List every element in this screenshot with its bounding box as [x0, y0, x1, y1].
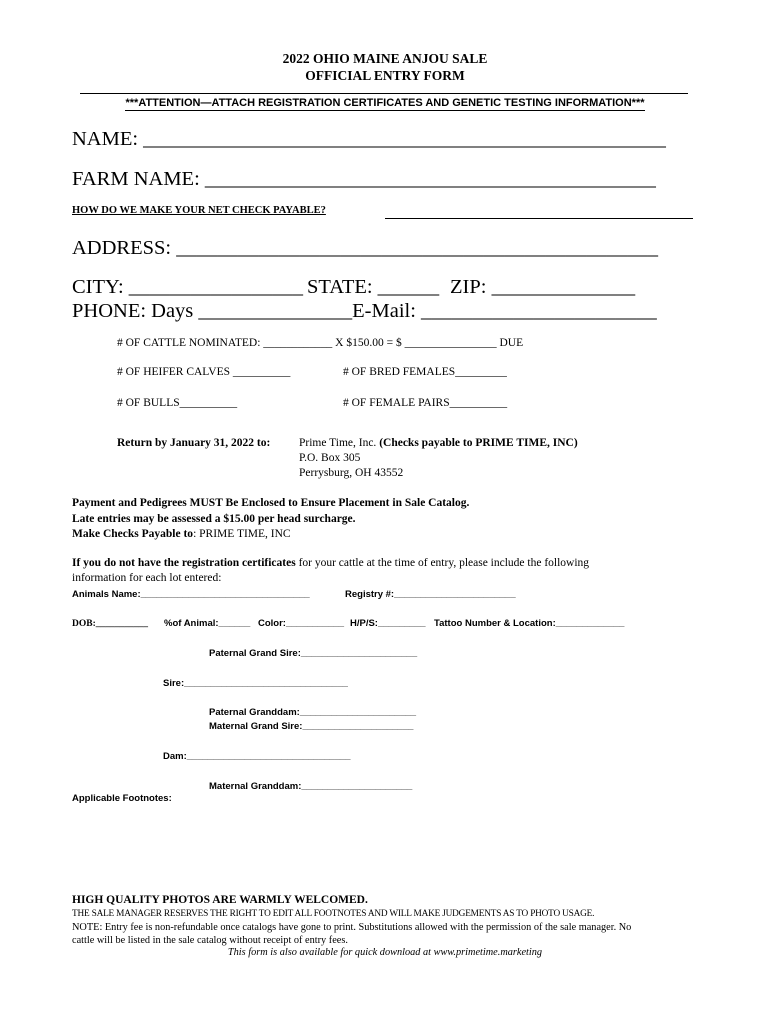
address-field[interactable]: ADDRESS: _______________________________________________	[72, 237, 658, 259]
sire-field[interactable]: Sire:_______________________________	[163, 678, 348, 689]
dob-field[interactable]	[72, 618, 148, 629]
photos-notice: HIGH QUALITY PHOTOS ARE WARMLY WELCOMED.	[72, 894, 368, 906]
payable-to-label: Make Checks Payable to	[72, 528, 194, 540]
payment-line2: Late entries may be assessed a $15.00 per head surcharge.	[72, 513, 356, 525]
return-payable-note: (Checks payable to PRIME TIME, INC)	[379, 437, 578, 449]
download-notice: This form is also available for quick download at www.primetime.marketing	[227, 947, 543, 958]
header-rule	[80, 93, 688, 94]
note-line2: cattle will be listed in the sale catalog without receipt of entry fees.	[72, 935, 348, 946]
note-line1: NOTE: Entry fee is non-refundable once catalogs have gone to print. Substitutions allowed with the permission of the sale manager. No	[72, 922, 632, 933]
registration-line2: information for each lot entered:	[72, 572, 222, 584]
attention-text: ***ATTENTION—ATTACH REGISTRATION CERTIFICATES AND GENETIC TESTING INFORMATION***	[125, 97, 645, 109]
return-company-name: Prime Time, Inc.	[299, 437, 377, 449]
check-payable-label: HOW DO WE MAKE YOUR NET CHECK PAYABLE?	[72, 205, 326, 216]
applicable-footnotes-label: Applicable Footnotes:	[72, 793, 172, 804]
return-label: Return by January 31, 2022 to:	[117, 437, 271, 449]
farm-name-field[interactable]: FARM NAME: ____________________________________________	[72, 168, 656, 190]
paternal-granddam-field[interactable]: Paternal Granddam:______________________	[209, 707, 417, 718]
paternal-grand-sire-field[interactable]: Paternal Grand Sire:______________________	[209, 648, 418, 659]
animals-name-field[interactable]: Animals Name:________________________________	[72, 589, 310, 600]
phone-email-field[interactable]: PHONE: Days _______________E-Mail: _______________________	[72, 300, 657, 322]
state-field[interactable]: STATE: ______	[307, 276, 440, 298]
payment-line1: Payment and Pedigrees MUST Be Enclosed to Ensure Placement in Sale Catalog.	[72, 497, 470, 509]
maternal-granddam-field[interactable]: Maternal Granddam:_____________________	[209, 781, 413, 792]
percent-animal-field[interactable]: %of Animal:______	[164, 618, 251, 629]
form-title-line2: OFFICIAL ENTRY FORM	[305, 68, 465, 83]
heifer-calves-field[interactable]: # OF HEIFER CALVES __________	[117, 366, 291, 378]
return-company	[299, 437, 578, 449]
attention-notice	[0, 97, 770, 109]
return-po-box: P.O. Box 305	[299, 452, 361, 464]
return-city: Perrysburg, OH 43552	[299, 467, 404, 479]
cattle-nominated-field[interactable]: # OF CATTLE NOMINATED: ____________ X $150.00 = $ ________________ DUE	[117, 337, 524, 349]
check-payable-line	[385, 218, 693, 219]
dob-label: DOB:___________	[72, 619, 148, 629]
tattoo-field[interactable]: Tattoo Number & Location:_____________	[434, 618, 625, 629]
reserve-notice: THE SALE MANAGER RESERVES THE RIGHT TO EDIT ALL FOOTNOTES AND WILL MAKE JUDGEMENTS AS TO PHOTO USAGE.	[72, 909, 595, 919]
zip-field[interactable]: ZIP: ______________	[450, 276, 636, 298]
color-field[interactable]: Color:___________	[258, 618, 345, 629]
female-pairs-field[interactable]: # OF FEMALE PAIRS__________	[343, 397, 508, 409]
registry-field[interactable]: Registry #:_______________________	[345, 589, 516, 600]
registration-lead: If you do not have the registration certificates	[72, 557, 296, 569]
payable-to-value: : PRIME TIME, INC	[193, 528, 291, 540]
hps-field[interactable]: H/P/S:_________	[350, 618, 426, 629]
check-payable-field[interactable]	[72, 205, 326, 216]
form-title-line1: 2022 OHIO MAINE ANJOU SALE	[282, 51, 488, 66]
bred-females-field[interactable]: # OF BRED FEMALES_________	[343, 366, 507, 378]
bulls-field[interactable]: # OF BULLS__________	[117, 397, 238, 409]
registration-line1	[72, 557, 589, 569]
name-field[interactable]: NAME: ___________________________________________________	[72, 128, 666, 150]
city-field[interactable]: CITY: _________________	[72, 276, 304, 298]
registration-rest: for your cattle at the time of entry, please include the following	[295, 557, 590, 569]
dam-field[interactable]: Dam:_______________________________	[163, 751, 351, 762]
maternal-grand-sire-field[interactable]: Maternal Grand Sire:_____________________	[209, 721, 414, 732]
payment-line3	[72, 528, 291, 540]
